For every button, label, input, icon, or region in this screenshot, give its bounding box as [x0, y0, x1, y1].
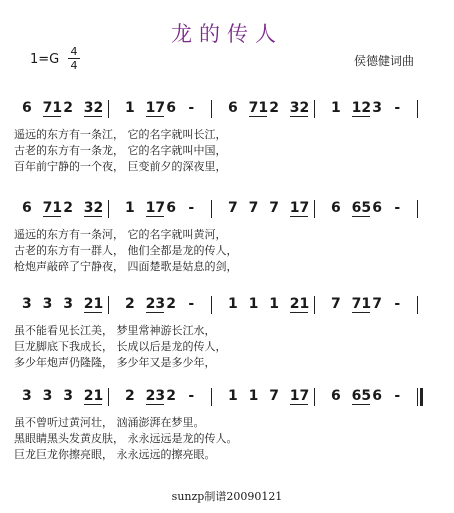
- bar-line: [417, 100, 418, 118]
- note: 1: [248, 388, 259, 404]
- bar-line: [314, 200, 315, 218]
- notation-line: [14, 200, 434, 222]
- time-signature-bottom: 4: [70, 59, 78, 72]
- lyric-line: 巨龙脚底下我成长， 长成以后是龙的传人，: [14, 340, 227, 353]
- bar-line: [211, 388, 212, 406]
- note: 1: [228, 388, 238, 404]
- note: 7: [331, 296, 341, 312]
- note: 23: [145, 296, 166, 312]
- note: 3: [42, 296, 53, 312]
- note: 17: [289, 388, 310, 404]
- lyric-line: 虽不能看见长江美， 梦里常神游长江水，: [14, 324, 216, 337]
- note: 6: [372, 388, 382, 404]
- note: 2: [166, 296, 176, 312]
- note: 2: [166, 388, 176, 404]
- note: 17: [289, 200, 310, 216]
- bar-line: [417, 200, 418, 218]
- note: -: [188, 296, 195, 312]
- note: 17: [145, 100, 166, 116]
- note: 71: [42, 100, 63, 116]
- note: -: [188, 388, 195, 404]
- note: 32: [289, 100, 310, 116]
- note: 2: [125, 388, 135, 404]
- lyric-line: 巨龙巨龙你擦亮眼， 永永远远的擦亮眼。: [14, 448, 216, 461]
- note: 21: [289, 296, 310, 312]
- bar-line: [314, 296, 315, 314]
- final-bar-line: [420, 388, 423, 406]
- note: 65: [351, 388, 372, 404]
- note: 1: [248, 296, 259, 312]
- composer-credit: 侯德健词曲: [353, 54, 414, 68]
- note: 6: [331, 388, 341, 404]
- note: 1: [125, 200, 135, 216]
- note: 71: [42, 200, 63, 216]
- bar-line: [417, 296, 418, 314]
- lyric-line: 遥远的东方有一条江， 它的名字就叫长江，: [14, 128, 227, 141]
- lyric-line: 多少年炮声仍隆隆， 多少年又是多少年，: [14, 356, 216, 369]
- note: 2: [63, 200, 73, 216]
- note: 3: [63, 388, 73, 404]
- note: 6: [166, 200, 176, 216]
- note: 1: [331, 100, 341, 116]
- lyric-line: 遥远的东方有一条河， 它的名字就叫黄河，: [14, 228, 227, 241]
- note: 7: [269, 388, 279, 404]
- note: 71: [351, 296, 372, 312]
- lyric-line: 百年前宁静的一个夜， 巨变前夕的深夜里，: [14, 160, 227, 173]
- lyric-line: 古老的东方有一条龙， 它的名字就叫中国，: [14, 144, 227, 157]
- note: 32: [83, 200, 104, 216]
- note: 6: [22, 100, 32, 116]
- bar-line: [417, 388, 418, 406]
- note: 21: [83, 388, 104, 404]
- bar-line: [314, 388, 315, 406]
- note: 71: [248, 100, 269, 116]
- lyric-line: 黑眼睛黑头发黄皮肤， 永永远远是龙的传人。: [14, 432, 238, 445]
- note: 7: [269, 200, 279, 216]
- note: 7: [248, 200, 259, 216]
- note: -: [188, 100, 195, 116]
- note: 1: [269, 296, 279, 312]
- bar-line: [211, 296, 212, 314]
- note: 17: [145, 200, 166, 216]
- transcriber-footer: sunzp制谱20090121: [171, 490, 283, 503]
- note: 3: [42, 388, 53, 404]
- bar-line: [314, 100, 315, 118]
- bar-line: [108, 388, 109, 406]
- time-signature-top: 4: [70, 45, 78, 58]
- lyric-line: 古老的东方有一群人， 他们全都是龙的传人，: [14, 244, 238, 257]
- note: 1: [125, 100, 135, 116]
- note: 21: [83, 296, 104, 312]
- time-signature: [68, 46, 80, 71]
- note: 2: [269, 100, 279, 116]
- note: -: [394, 100, 401, 116]
- note: -: [188, 200, 195, 216]
- notation-line: [14, 388, 434, 410]
- note: 3: [22, 388, 32, 404]
- note: 6: [228, 100, 238, 116]
- note: -: [394, 296, 401, 312]
- bar-line: [108, 200, 109, 218]
- note: 12: [351, 100, 372, 116]
- note: 7: [228, 200, 238, 216]
- note: 32: [83, 100, 104, 116]
- notation-line: [14, 100, 434, 122]
- note: 3: [63, 296, 73, 312]
- note: 6: [22, 200, 32, 216]
- lyric-line: 虽不曾听过黄河壮， 汹涌澎湃在梦里。: [14, 416, 205, 429]
- note: 6: [166, 100, 176, 116]
- note: 7: [372, 296, 382, 312]
- note: 65: [351, 200, 372, 216]
- bar-line: [211, 100, 212, 118]
- bar-line: [211, 200, 212, 218]
- note: -: [394, 388, 401, 404]
- note: 2: [125, 296, 135, 312]
- note: 3: [22, 296, 32, 312]
- song-title: 龙的传人: [171, 22, 283, 46]
- bar-line: [108, 100, 109, 118]
- note: 6: [331, 200, 341, 216]
- notation-line: [14, 296, 434, 318]
- note: -: [394, 200, 401, 216]
- note: 1: [228, 296, 238, 312]
- note: 2: [63, 100, 73, 116]
- key-signature: 1=G: [30, 52, 60, 67]
- bar-line: [108, 296, 109, 314]
- lyric-line: 枪炮声敲碎了宁静夜， 四面楚歌是姑息的剑，: [14, 260, 238, 273]
- note: 6: [372, 200, 382, 216]
- note: 23: [145, 388, 166, 404]
- note: 3: [372, 100, 382, 116]
